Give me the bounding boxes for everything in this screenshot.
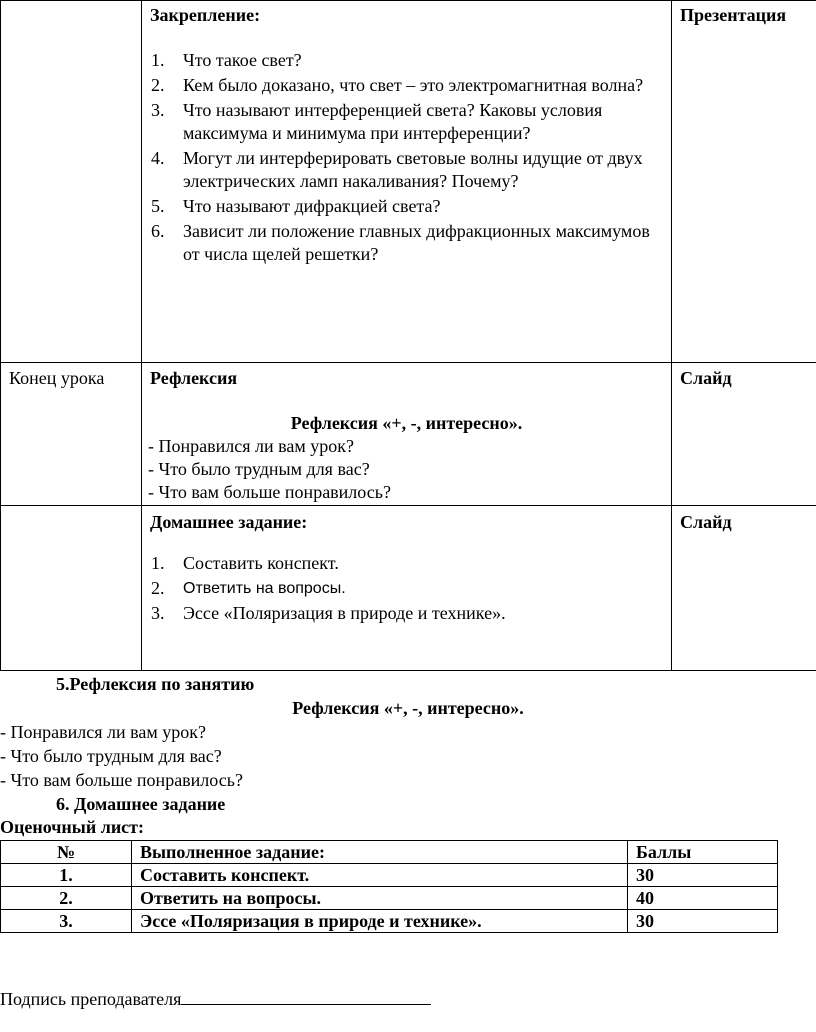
stage-cell: [1, 506, 142, 671]
resource-label: Слайд: [680, 512, 732, 532]
reflection-line: - Что вам больше понравилось?: [148, 482, 391, 502]
list-item: 3. Что называют интерференцией света? Каковы условия максимума и минимума при интерференции?: [151, 100, 603, 143]
reflection-line: - Что вам больше понравилось?: [0, 770, 243, 790]
table-row: [1, 1, 816, 363]
header-points: Баллы: [628, 841, 778, 864]
list-item: 1. Составить конспект.: [151, 553, 339, 573]
consolidation-heading: Закрепление:: [150, 5, 261, 25]
list-item: 5. Что называют дифракцией света?: [151, 196, 441, 216]
resource-cell: [672, 363, 816, 506]
list-item: 1. Что такое свет?: [151, 50, 302, 70]
reflection-subheading: Рефлексия «+, -, интересно».: [290, 413, 523, 433]
resource-label: Слайд: [680, 368, 732, 388]
resource-cell: [672, 506, 816, 671]
content-cell: [142, 363, 672, 506]
reflection-line: - Понравился ли вам урок?: [0, 722, 206, 742]
table-row: [1, 506, 816, 671]
table-row: 3. Эссе «Поляризация в природе и технике». 30: [1, 910, 778, 933]
grading-title: Оценочный лист:: [0, 817, 145, 837]
header-num: №: [1, 841, 132, 864]
content-cell: [142, 1, 672, 363]
signature-label: Подпись преподавателя: [0, 989, 182, 1009]
list-item: 3. Эссе «Поляризация в природе и технике».: [151, 603, 506, 623]
reflection-heading: Рефлексия: [150, 368, 238, 388]
homework-list: [150, 552, 663, 625]
table-row: 1. Составить конспект. 30: [1, 864, 778, 887]
signature-line: [181, 986, 431, 1005]
stage-cell: [1, 363, 142, 506]
list-item: 6. Зависит ли положение главных дифракционных максимумов от числа щелей решетки?: [151, 221, 650, 264]
section-5-title: 5.Рефлексия по занятию: [56, 674, 255, 694]
table-row: [1, 363, 816, 506]
reflection-line: - Что было трудным для вас?: [148, 459, 370, 479]
table-row: 2. Ответить на вопросы. 40: [1, 887, 778, 910]
section-5-subtitle: Рефлексия «+, -, интересно».: [292, 698, 524, 718]
list-item: 4. Могут ли интерферировать световые волны идущие от двух электрических ламп накаливания? Почему?: [151, 148, 643, 191]
table-header-row: [1, 841, 778, 864]
header-task: Выполненное задание:: [132, 841, 628, 864]
stage-cell: [1, 1, 142, 363]
content-cell: [142, 506, 672, 671]
question-list: [150, 49, 663, 266]
signature: [0, 986, 431, 1011]
reflection-line: - Понравился ли вам урок?: [148, 436, 354, 456]
resource-cell: [672, 1, 816, 363]
stage-label: Конец урока: [9, 368, 105, 388]
homework-heading: Домашнее задание:: [150, 512, 308, 532]
list-item: 2. Ответить на вопросы.: [151, 578, 346, 598]
list-item: 2. Кем было доказано, что свет – это электромагнитная волна?: [151, 75, 644, 95]
section-6-title: 6. Домашнее задание: [56, 794, 226, 814]
grading-table: [0, 840, 778, 933]
reflection-line: - Что было трудным для вас?: [0, 746, 222, 766]
resource-label: Презентация: [680, 5, 787, 25]
